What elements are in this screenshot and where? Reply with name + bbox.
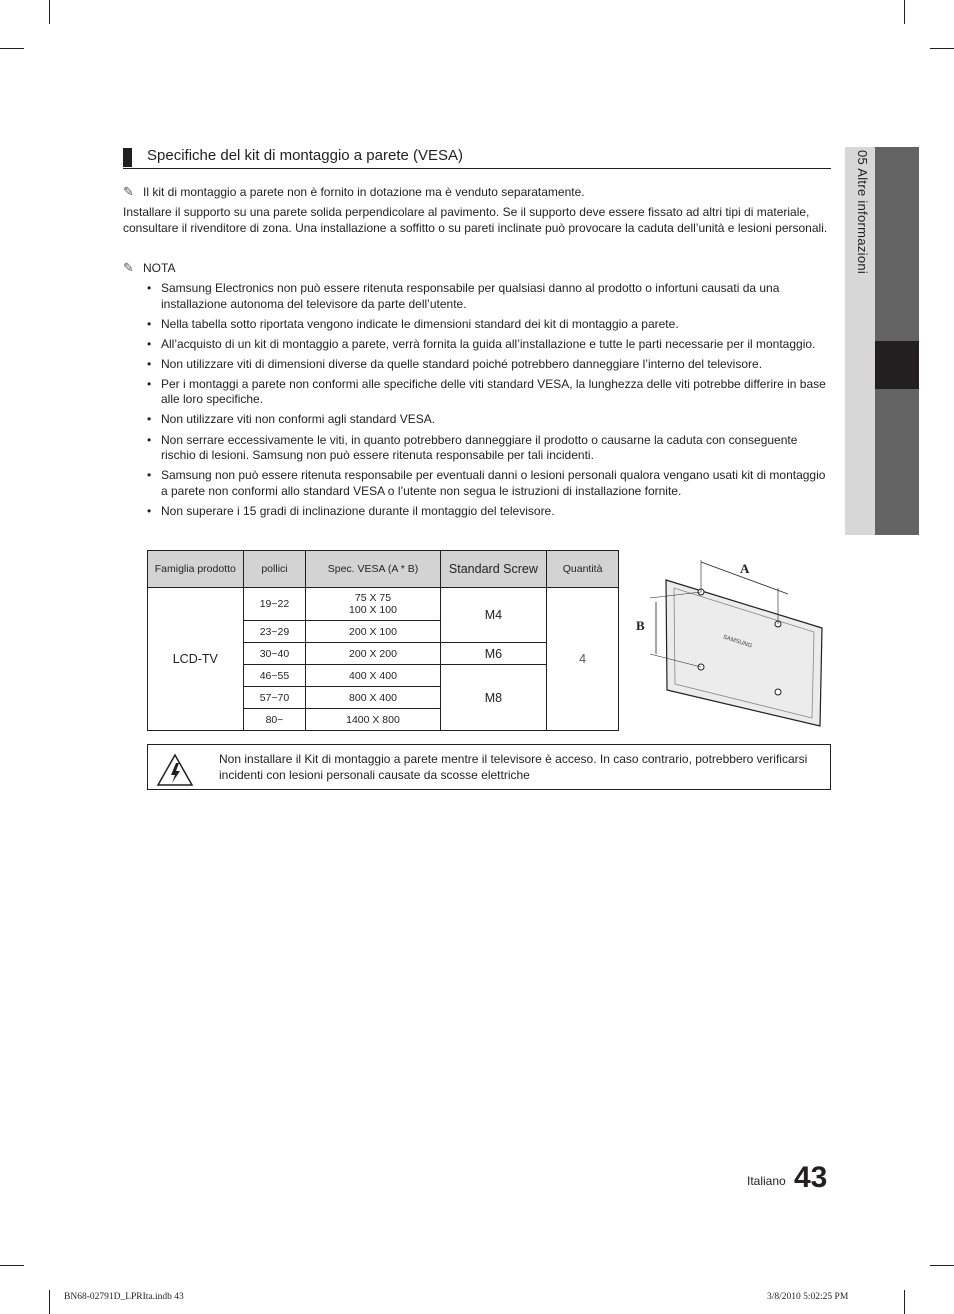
tv-back-diagram [630,550,830,730]
note-item: • All’acquisto di un kit di montaggio a parete, verrà fornita la guida all’installazione e tutte le parti necessarie per il montaggio. [147,337,830,353]
vesa-cell: 400 X 400 [306,665,440,687]
tv-back-svg [630,550,830,730]
tv-brand-logo: SAMSUNG [721,634,753,650]
section-title [123,147,831,169]
vesa-cell: 200 X 200 [306,643,440,665]
warning-box [147,744,831,790]
screw-cell: M6 [440,643,547,665]
electric-shock-warning-icon [156,753,194,787]
quantity-cell: 4 [547,588,619,731]
note-item: • Non utilizzare viti non conformi agli standard VESA. [147,412,830,428]
vesa-spec-table [147,550,619,731]
table-row [148,588,619,621]
table-header-row [148,551,619,588]
tv-back-panel [666,580,822,726]
inches-cell: 57~70 [243,687,306,709]
header-quantity: Quantità [547,551,619,588]
note-item: • Nella tabella sotto riportata vengono indicate le dimensioni standard dei kit di montaggio a parete. [147,317,830,333]
crop-mark [49,0,50,24]
page-number: 43 [794,1161,828,1194]
tab-marker [875,341,919,389]
inches-cell: 23~29 [243,621,306,643]
vesa-cell: 800 X 400 [306,687,440,709]
screw-cell: M4 [440,588,547,643]
family-cell: LCD-TV [148,588,244,731]
footer-file: BN68-02791D_LPRIta.indb 43 [64,1292,184,1302]
header-inches: pollici [243,551,306,588]
inches-cell: 46~55 [243,665,306,687]
vesa-value: 75 X 75 [354,592,392,604]
vesa-cell [306,588,440,621]
intro-note [123,184,828,200]
note-item: • Samsung non può essere ritenuta responsabile per eventuali danni o lesioni personali qualora vengano usati kit di montaggio a parete non conformi allo standard VESA o l’utente non segua le istruzioni di installazione fornite. [147,468,830,499]
title-bar [123,148,132,167]
page-language: Italiano [747,1174,786,1188]
screw-cell: M8 [440,665,547,731]
crop-mark [930,48,954,49]
nota-label: NOTA [143,261,176,275]
note-item: • Per i montaggi a parete non conformi alle specifiche delle viti standard VESA, la lunghezza delle viti potrebbe differire in base alle loro specifiche. [147,377,830,408]
vesa-cell: 1400 X 800 [306,709,440,731]
inches-cell: 80~ [243,709,306,731]
intro-note-text: Il kit di montaggio a parete non è fornito in dotazione ma è venduto separatamente. [143,185,585,199]
vesa-cell: 200 X 100 [306,621,440,643]
chapter-label: 05 Altre informazioni [855,150,870,275]
note-item: • Non serrare eccessivamente le viti, in quanto potrebbero danneggiare il prodotto o causarne la caduta con conseguente rischio di lesioni. Samsung non può essere ritenuta responsabile per tali incidenti. [147,433,830,464]
label-a: A [740,561,750,576]
header-screw: Standard Screw [440,551,547,588]
crop-mark [904,0,905,24]
pencil-note-icon: ✎ [123,260,134,275]
chapter-side-tab [845,147,919,535]
crop-mark [930,1265,954,1266]
crop-mark [0,48,24,49]
nota-heading [123,260,828,276]
inches-cell: 19~22 [243,588,306,621]
crop-mark [49,1290,50,1314]
note-item: • Samsung Electronics non può essere ritenuta responsabile per qualsiasi danno al prodotto o infortuni causati da una installazione autonoma del televisore da parte dell’utente. [147,281,830,312]
note-item: • Non utilizzare viti di dimensioni diverse da quelle standard poiché potrebbero danneggiare l’interno del televisore. [147,357,830,373]
note-item: • Non superare i 15 gradi di inclinazione durante il montaggio del televisore. [147,504,830,520]
section-title-text: Specifiche del kit di montaggio a parete (VESA) [147,147,464,164]
warning-text: Non installare il Kit di montaggio a parete mentre il televisore è acceso. In caso contrario, potrebbero verificarsi incidenti con lesioni personali causate da scosse elettriche [219,752,808,782]
label-b: B [636,618,645,633]
install-paragraph: Installare il supporto su una parete solida perpendicolare al pavimento. Se il supporto deve essere fissato ad altri tipi di materiale, consultare il rivenditore di zona. Una installazione a soffitto o su pareti inclinate può provocare la caduta dell’unità e lesioni personali. [123,205,828,235]
crop-mark [0,1265,24,1266]
header-vesa: Spec. VESA (A * B) [306,551,440,588]
vesa-value: 100 X 100 [349,604,397,616]
footer-datetime: 3/8/2010 5:02:25 PM [767,1292,849,1302]
notes-list [147,281,830,524]
mount-hole [775,689,781,695]
inches-cell: 30~40 [243,643,306,665]
header-family: Famiglia prodotto [148,551,244,588]
crop-mark [904,1290,905,1314]
pencil-note-icon: ✎ [123,184,134,199]
